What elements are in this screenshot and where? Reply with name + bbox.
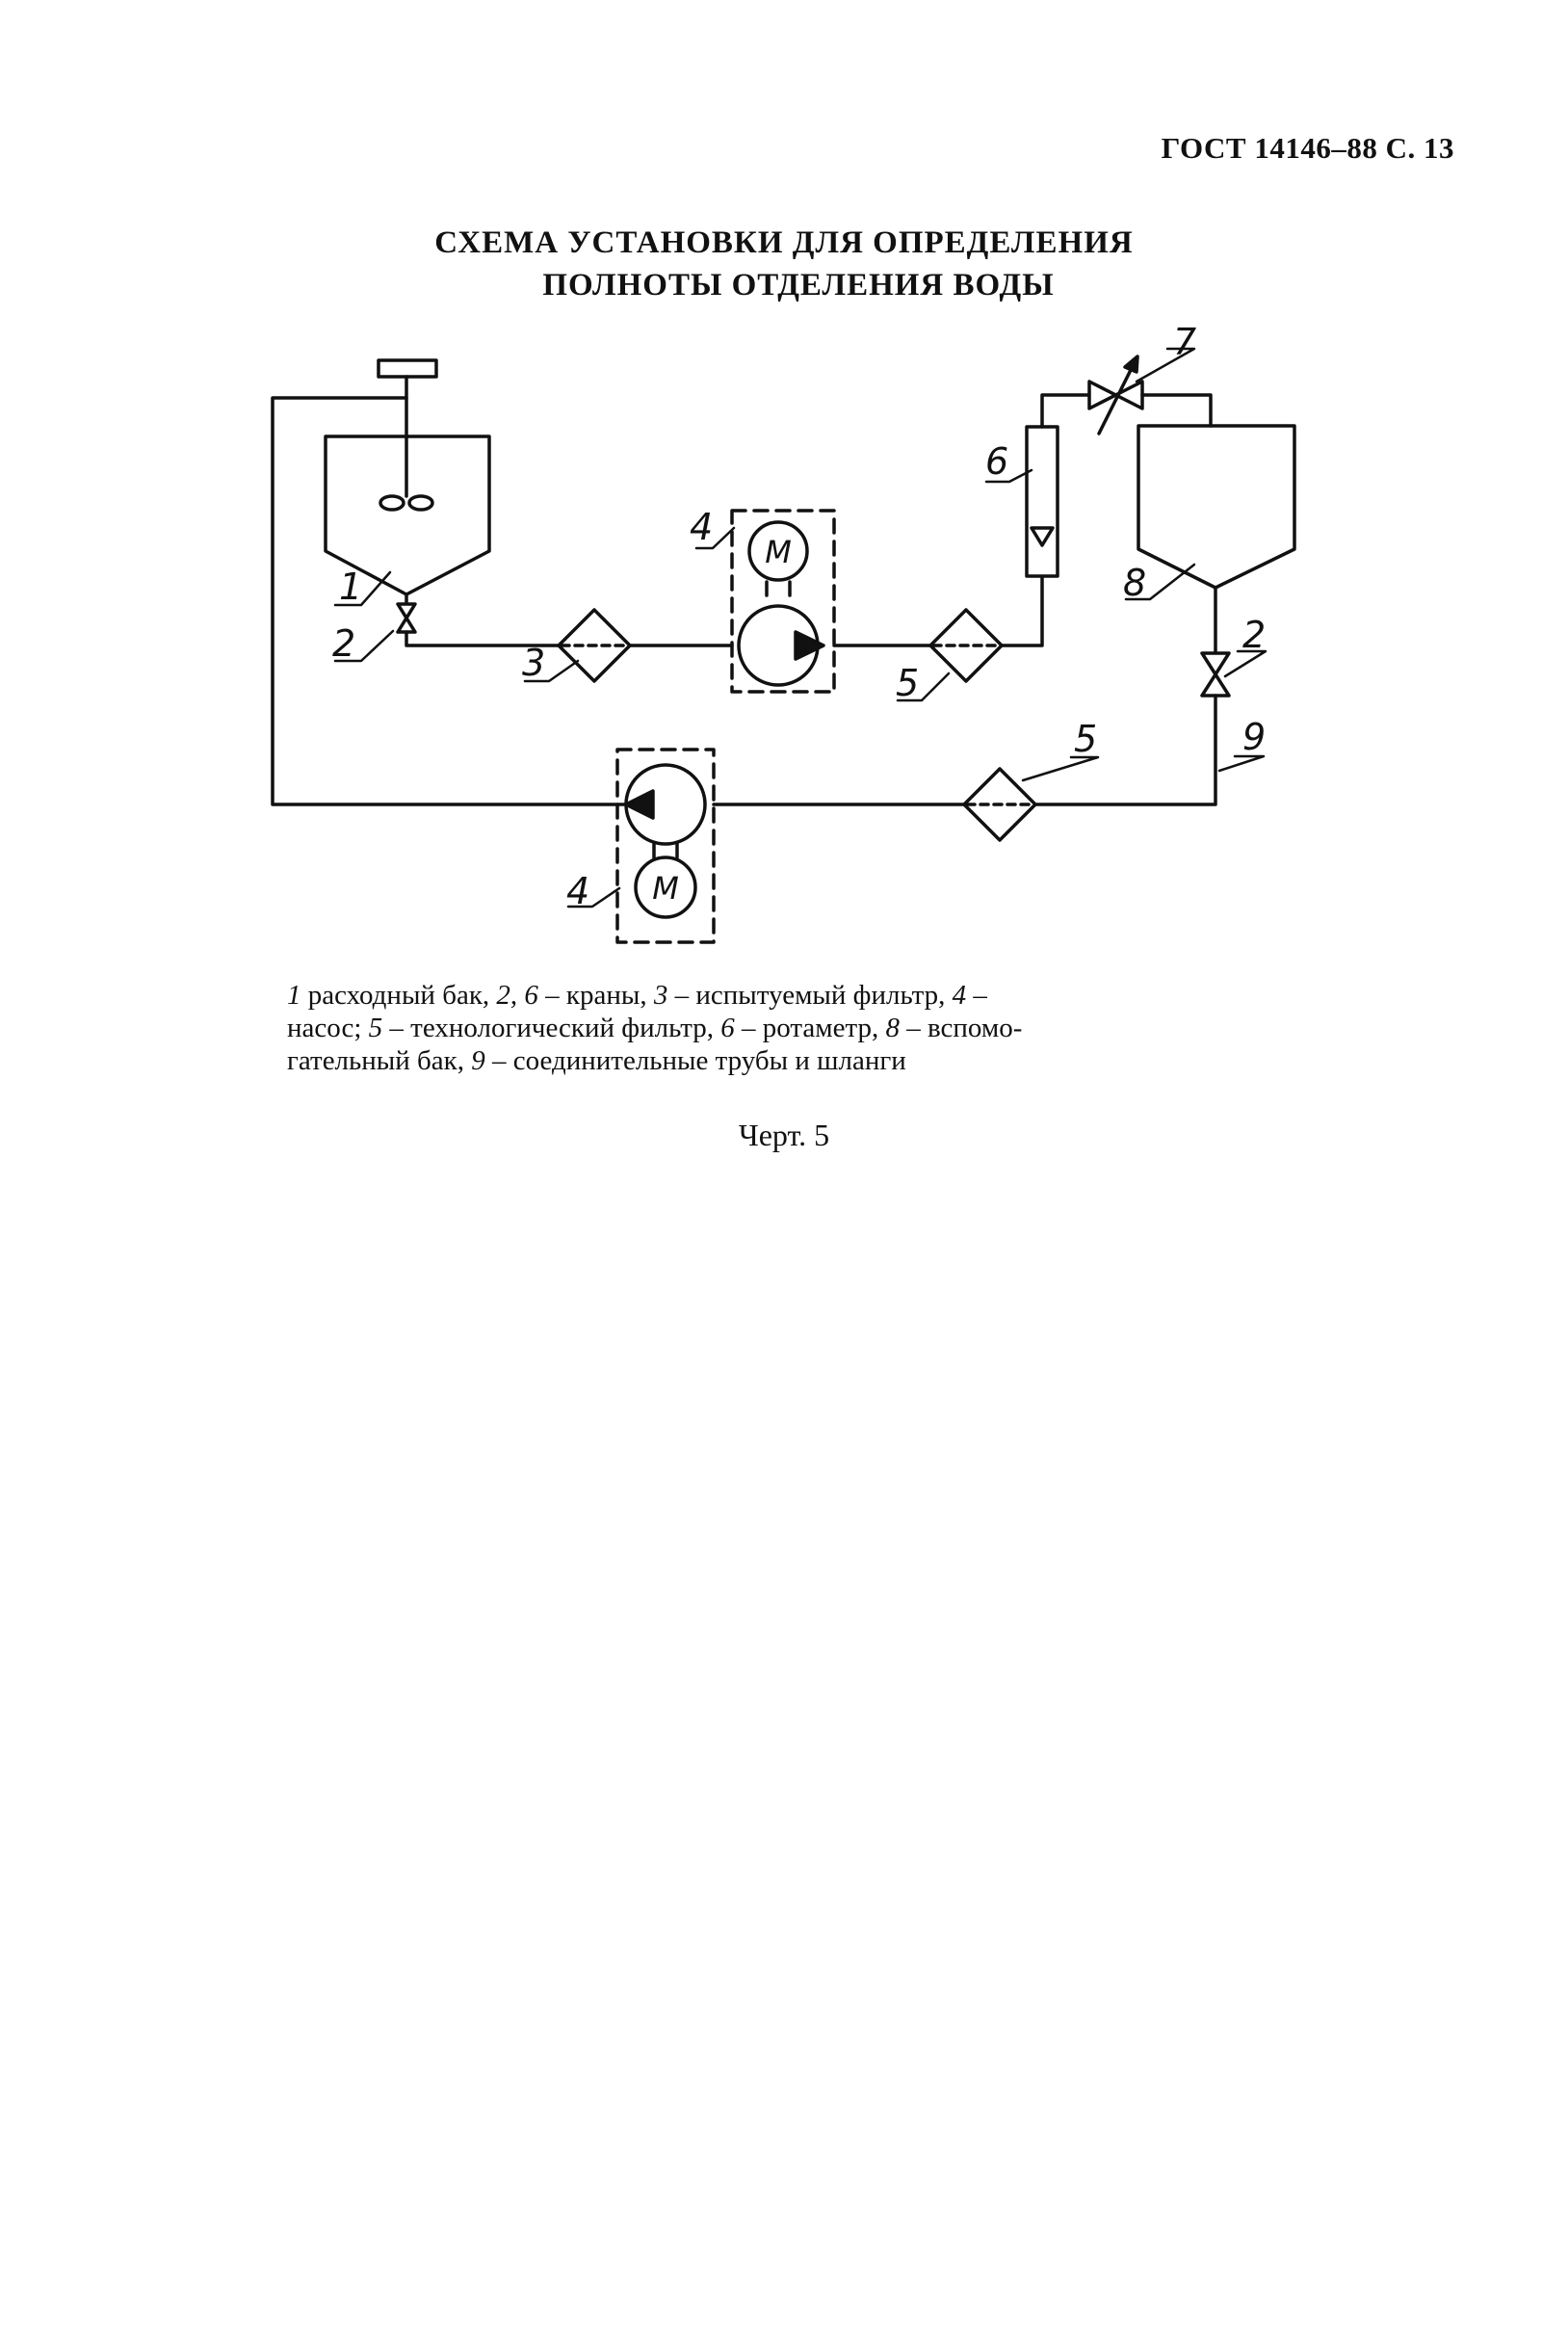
legend-num: 5 [368, 1013, 383, 1043]
legend-num: 3 [653, 980, 668, 1011]
legend-text: – соединительные трубы и шланги [484, 1045, 906, 1076]
process-filter-5-upper [930, 576, 1042, 681]
legend-text: расходный бак, [301, 980, 497, 1011]
legend-text: – краны, [537, 980, 654, 1011]
legend-text: – технологический фильтр, [382, 1013, 721, 1043]
motor-letter-top: М [765, 534, 792, 570]
legend-text: – испытуемый фильтр, [667, 980, 953, 1011]
label-valve-2-left: 2 [332, 622, 356, 665]
installation-schematic [0, 0, 1568, 963]
valve-2-left [398, 594, 559, 645]
label-pump-4-top: 4 [690, 506, 714, 548]
figure-number: Черт. 5 [738, 1118, 830, 1152]
legend-text: гательный бак, [287, 1045, 472, 1076]
legend-line-1 [287, 979, 1308, 1012]
page-header: ГОСТ 14146–88 С. 13 [1161, 131, 1454, 165]
motor-letter-bottom: М [652, 870, 679, 907]
label-filter-3: 3 [522, 642, 546, 684]
figure-legend [287, 979, 1308, 1077]
legend-line-2 [287, 1012, 1308, 1044]
label-rotameter-6: 6 [985, 440, 1009, 483]
valve-7 [1089, 356, 1211, 434]
pump-4-bottom [617, 750, 714, 942]
valve-2-right [1035, 588, 1229, 804]
label-tank-8: 8 [1123, 562, 1147, 604]
process-filter-5-lower [714, 769, 1035, 840]
test-filter-3 [559, 610, 732, 681]
auxiliary-tank-8 [1138, 426, 1294, 588]
label-valve-7: 7 [1173, 321, 1197, 363]
legend-num: 6 [720, 1013, 735, 1043]
label-filter-5-lower: 5 [1074, 718, 1098, 760]
legend-num: 8 [885, 1013, 900, 1043]
supply-tank [326, 360, 489, 594]
figure-title-line1: СХЕМА УСТАНОВКИ ДЛЯ ОПРЕДЕЛЕНИЯ [434, 225, 1134, 260]
label-pipes-9: 9 [1242, 716, 1267, 758]
label-valve-2-right: 2 [1242, 614, 1267, 656]
figure-title-line2: ПОЛНОТЫ ОТДЕЛЕНИЯ ВОДЫ [542, 268, 1055, 303]
legend-text: – [966, 980, 987, 1011]
label-pump-4-bottom: 4 [566, 870, 590, 912]
legend-text: – вспомо- [900, 1013, 1023, 1043]
rotameter-6 [1027, 395, 1089, 576]
legend-num: 2, 6 [496, 980, 538, 1011]
legend-line-3 [287, 1044, 1308, 1077]
legend-num: 9 [471, 1045, 485, 1076]
legend-text: насос; [287, 1013, 369, 1043]
label-filter-5-upper: 5 [896, 662, 920, 704]
legend-text: – ротаметр, [734, 1013, 886, 1043]
label-tank-1: 1 [339, 566, 363, 608]
legend-num: 4 [952, 980, 967, 1011]
legend-num: 1 [287, 980, 301, 1011]
